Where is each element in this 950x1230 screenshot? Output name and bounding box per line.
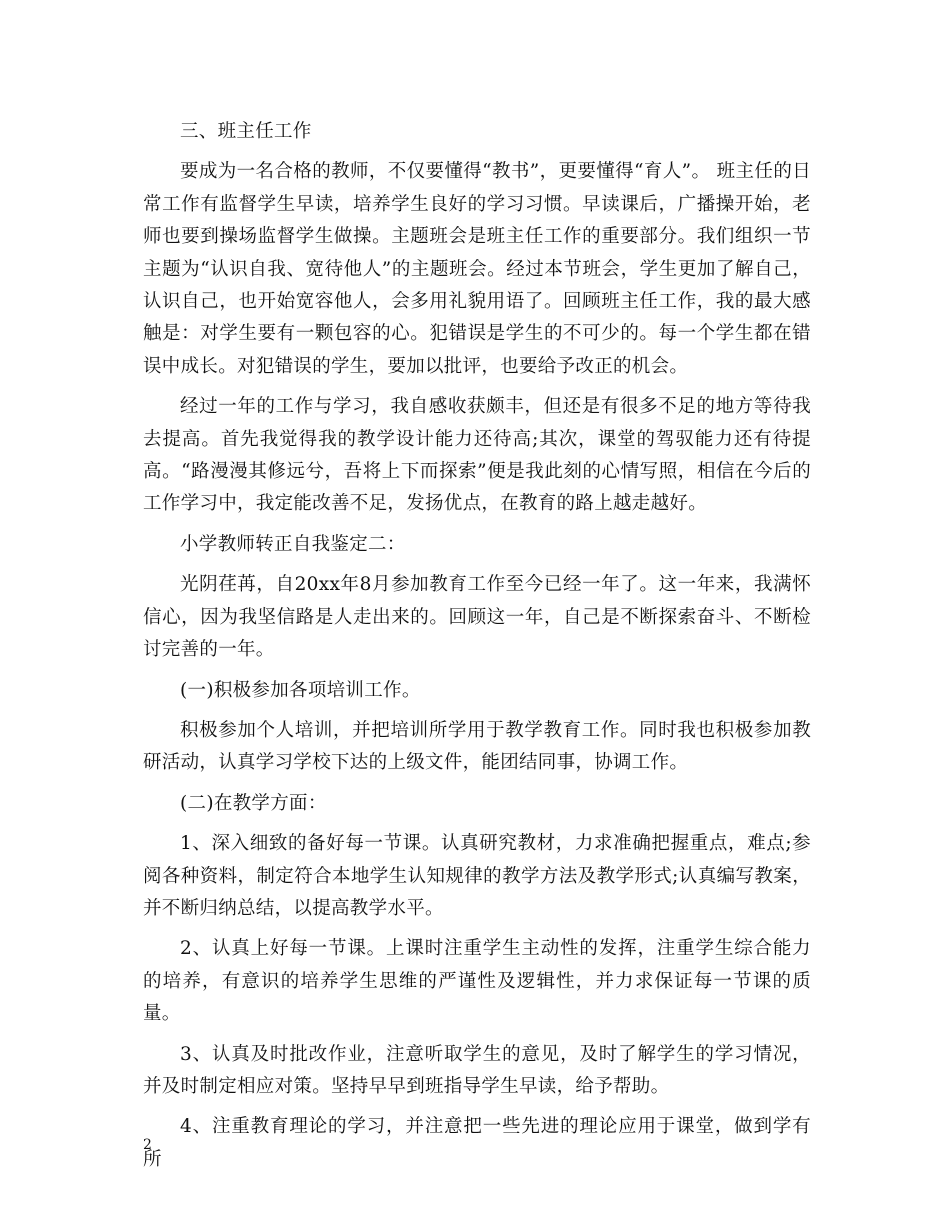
list-item-lesson-prep: 1、深入细致的备好每一节课。认真研究教材，力求准确把握重点，难点;参阅各种资料，制定符合本地学生认知规律的教学方法及教学形式;认真编写教案，并不断归纳总结，以提高教学水平。 <box>143 833 811 919</box>
section-heading-self-appraisal-two: 小学教师转正自我鉴定二： <box>180 533 406 555</box>
subheading-teaching: (二)在教学方面： <box>180 792 327 814</box>
subheading-training: (一)积极参加各项培训工作。 <box>180 679 421 701</box>
list-item-theory-study: 4、注重教育理论的学习，并注意把一些先进的理论应用于课堂，做到学有所 <box>143 1116 811 1170</box>
page-number: 2 <box>143 1137 152 1153</box>
paragraph-year-summary: 经过一年的工作与学习，我自感收获颇丰，但还是有很多不足的地方等待我去提高。首先我觉得我的教学设计能力还待高;其次，课堂的驾驭能力还有待提高。“路漫漫其修远兮，吾将上下而探索”便是我此刻的心情写照，相信在今后的工作学习中，我定能改善不足，发扬优点，在教育的路上越走越好。 <box>143 396 811 515</box>
list-item-homework: 3、认真及时批改作业，注意听取学生的意见，及时了解学生的学习情况，并及时制定相应对策。坚持早早到班指导学生早读，给予帮助。 <box>143 1043 811 1097</box>
list-item-lesson-delivery: 2、认真上好每一节课。上课时注重学生主动性的发挥，注重学生综合能力的培养，有意识的培养学生思维的严谨性及逻辑性，并力求保证每一节课的质量。 <box>143 938 811 1025</box>
section-heading-class-teacher: 三、班主任工作 <box>180 121 312 142</box>
paragraph-training: 积极参加个人培训，并把培训所学用于教学教育工作。同时我也积极参加教研活动，认真学习学校下达的上级文件，能团结同事，协调工作。 <box>143 719 811 774</box>
document-body <box>143 116 811 1184</box>
paragraph-class-teacher-work: 要成为一名合格的教师，不仅要懂得“教书”，更要懂得“育人”。 班主任的日常工作有监督学生早读，培养学生良好的学习习惯。早读课后，广播操开始，老师也要到操场监督学生做操。主题班会是班主任工作的重要部分。我们组织一节主题为“认识自我、宽待他人”的主题班会。经过本节班会，学生更加了解自己，认识自己，也开始宽容他人，会多用礼貌用语了。回顾班主任工作，我的最大感触是：对学生要有一颗包容的心。犯错误是学生的不可少的。每一个学生都在错误中成长。对犯错误的学生，要加以批评，也要给予改正的机会。 <box>143 161 811 377</box>
paragraph-intro: 光阴荏苒，自20xx年8月参加教育工作至今已经一年了。这一年来，我满怀信心，因为我坚信路是人走出来的。回顾这一年，自己是不断探索奋斗、不断检讨完善的一年。 <box>143 574 811 661</box>
